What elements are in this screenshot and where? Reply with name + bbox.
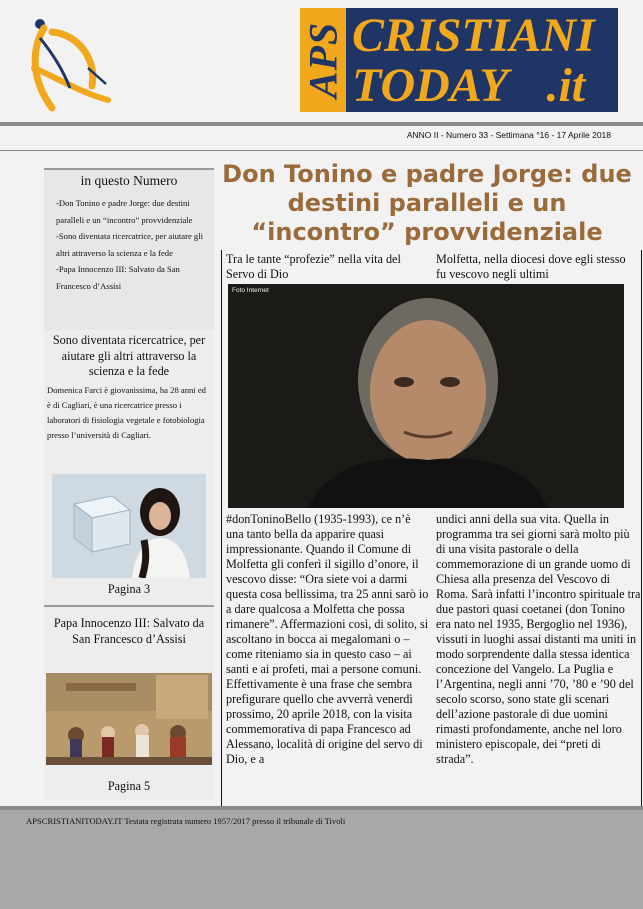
issue-info: ANNO II - Numero 33 - Settimana °16 - 17 Aprile 2018: [406, 130, 611, 140]
contents-item[interactable]: -Sono diventata ricercatrice, per aiutare gli altri attraverso la scienza e la fede: [56, 231, 203, 258]
article-col2-top: Molfetta, nella diocesi dove egli stesso fu vescovo negli ultimi: [436, 252, 626, 281]
contents-item[interactable]: -Papa Innocenzo III: Salvato da San Francesco d’Assisi: [56, 264, 180, 291]
fish-logo-icon: [22, 8, 112, 114]
researcher-photo-icon: [52, 474, 206, 578]
contents-item[interactable]: -Don Tonino e padre Jorge: due destini paralleli e un “incontro” provvidenziale: [56, 198, 193, 225]
innocenzo-title[interactable]: Papa Innocenzo III: Salvato da San Francesco d’Assisi: [53, 616, 205, 646]
header: [0, 0, 643, 123]
sidebar-contents-title: in questo Numero: [80, 173, 178, 188]
masthead-suffix: .it: [546, 59, 586, 112]
masthead-title-line2: [352, 59, 586, 112]
sidebar-contents-box: [44, 168, 214, 332]
footer-registration: APSCRISTIANITODAY.IT Testata registrata numero 1957/2017 presso il tribunale di Tivoli: [26, 816, 346, 826]
photo-credit: Foto Internet: [232, 287, 269, 294]
contents-list: [56, 195, 214, 294]
aps-block: [300, 8, 346, 112]
researcher-title[interactable]: Sono diventata ricercatrice, per aiutare gli altri attraverso la scienza e la fede: [52, 333, 206, 378]
article-col1-body: #donToninoBello (1935-1993), ce n’è una tanto bella da apparire quasi impressionante. Quando il Comune di Molfetta gli conferì il sigillo d’onore, il vescovo disse: “Ora siete voi a darmi questa cosa bellissima, tra 25 anni sarò io a dare qualcosa a Molfetta che possa rimanere”. Affermazioni così, di solito, si ascoltano in bocca ai megalomani o – come riteniamo sia in questo caso – ai santi e ai profeti, mai a persone comuni. Effettivamente è una frase che sembra prefigurare quello che avverrà venerdì prossimo, 20 aprile 2018, con la visita commemorativa di papa Francesco ad Alessano, località di origine del servo di Dio, e a: [226, 512, 429, 766]
innocenzo-page-link[interactable]: Pagina 5: [107, 779, 151, 793]
sidebar: [44, 168, 214, 800]
article-col2-body: undici anni della sua vita. Quella in programma tra sei giorni sarà molto più di una visita pastorale o della commemorazione di un grande uomo di Chiesa alla presenza del Vescovo di Roma. Sarà infatti l’incontro spirituale tra due pastori quasi coetanei (don Tonino era nato nel 1935, Bergoglio nel 1936), vissuti in luoghi assai distanti ma uniti in modo sorprendente dalla stessa identica concezione del Vangelo. La Puglia e l’Argentina, negli anni ’70, ’80 e ’90 del secolo scorso, sono state gli scenari dell’azione pastorale di due uomini rimasti profondamente, anche nel loro ministero episcopale, dei “preti di strada”.: [436, 512, 641, 766]
researcher-thumbnail[interactable]: [52, 474, 206, 578]
innocenzo-painting-icon: [46, 673, 212, 765]
portrait-photo-icon: [228, 284, 624, 508]
article-col1-top: Tra le tante “profezie” nella vita del Servo di Dio: [226, 252, 401, 281]
header-divider: [0, 122, 643, 126]
innocenzo-thumbnail[interactable]: [46, 673, 212, 765]
column-divider-left: [221, 250, 222, 806]
sidebar-article-researcher: [44, 330, 214, 607]
sidebar-article-innocenzo: [44, 607, 214, 800]
footer: [0, 810, 643, 909]
masthead-aps: APS: [300, 21, 346, 99]
column-divider-right: [641, 250, 642, 806]
masthead: [300, 8, 618, 112]
issue-divider: [0, 150, 643, 151]
researcher-summary: Domenica Farci è giovanissima, ha 28 anni ed è di Cagliari, è una ricercatrice presso i laboratori di fisiologia vegetale e fotobiologia presso l’università di Cagliari.: [47, 384, 206, 440]
masthead-title-line1: CRISTIANI: [352, 9, 595, 62]
article-title: Don Tonino e padre Jorge: due destini paralleli e un “incontro” provvidenziale: [222, 160, 632, 246]
article-photo: [228, 284, 624, 508]
masthead-today: TODAY: [352, 59, 509, 112]
researcher-page-link[interactable]: Pagina 3: [107, 582, 151, 596]
